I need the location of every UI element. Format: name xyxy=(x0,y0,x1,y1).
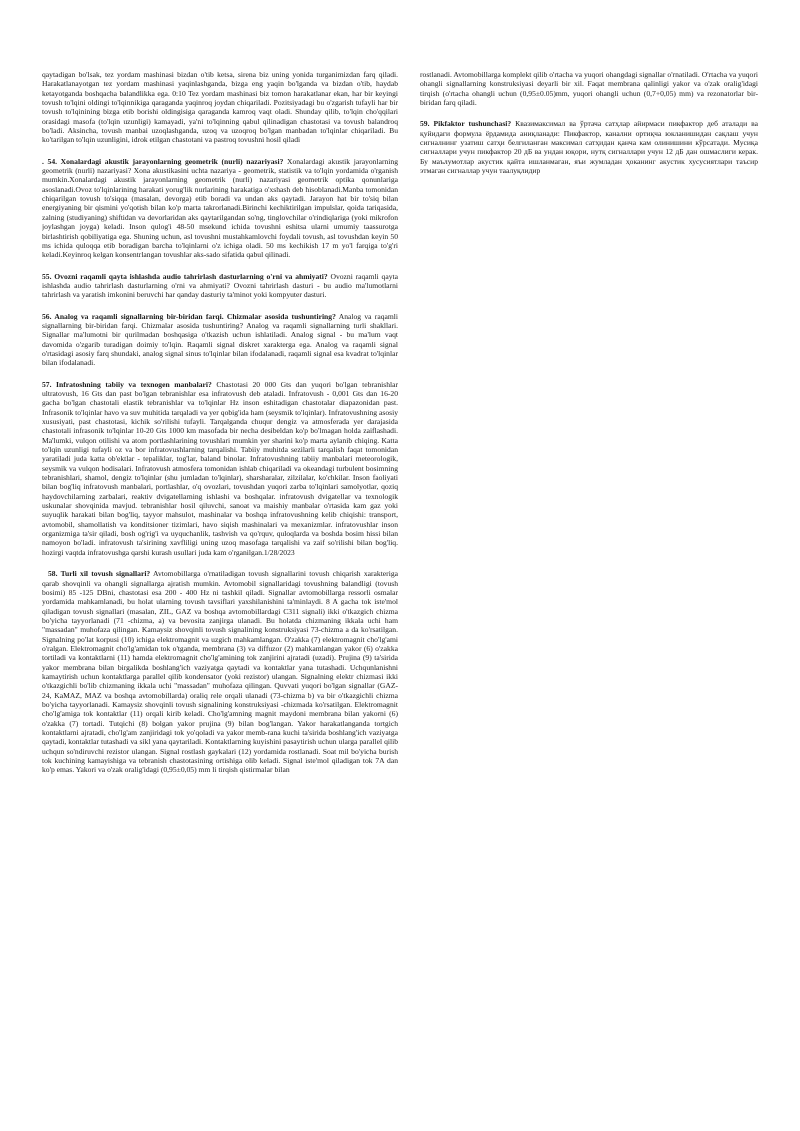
section-55-title: 55. Ovozni raqamli qayta ishlashda audio tahrirlash dasturlarning o'rni va ahmiyati? xyxy=(42,271,328,281)
right-column xyxy=(420,70,758,1101)
section-59-title: 59. Pikfaktor tushunchasi? xyxy=(420,119,512,129)
section-54-body: Xonalardagi akustik jarayonlarning geometrik (nurli) nazariyasi? Xona akustikasini uchta nazariya - geometrik, statistik va to'lqin yordamida o'rganish mumkin.Xonalardagi akustik jarayonlarning geometrik (nurli) nazariyasi geometrik optika qonunlariga asoslanadi.Ovoz to'lqinlarining harakati yorug'lik nurlarining harakatiga o'xshash deb hisoblanadi.Manba tomonidan chiqarilgan tovush to'siqqa (masalan, devorga) etib boradi va undan aks qaytadi. Jarayon hat bir to'siq bilan energiyaning bir qismini yo'qotish bilan ko'p marta takrorlanadi.Birinchi kechiktirilgan impulslar, qoida tariqasida, zalning (studiyaning) shiftidan va devorlaridan aks qaytarilgandan so'ng, tinglovchilar o'rindiqlariga (yoki mikrofon joylashgan joyga) keladi. Inson qulog'i 48-50 msekund ichida tovushni eshitsa ularni umumiy taassurotga birlashtirish qobiliyatiga ega. Shuning uchun, asl tovushni mustahkamlovchi foydali tovush, asl tovushdan keyin 50 ms ichida quloqqa etib boradigan barcha to'lqinlarni o'z ichiga oladi. 50 ms kechikish 17 m yo'l farqiga to'g'ri keladi.Keyinroq kelgan konsentrlangan tovushlar aks-sado sifatida qabul qilinadi. xyxy=(42,156,398,260)
section-57-body: Chastotasi 20 000 Gts dan yuqori bo'lgan tebranishlar ultratovush, 16 Gts dan past bo'lgan tebranishlar esa infratovush deb ataladi. Infratovush - 0,001 Gts dan 16-20 gacha bo'lgan chastotali elastik tebranishlar va to'lqinlar Hz inson eshitadigan chastotalar diapazonidan past. Infrasonik to'lqinlar havo va suv muhitida tarqaladi va yer qobig'ida ham (seysmik to'lqinlar). Infratovushning asosiy xususiyati, past chastotasi, kichik so'rilishi tufayli. Tarqalganda chuqur dengiz va atmosferada yer darajasida chastotali infrasonik to'lqinlar 10-20 Gts 1000 km masofada bir necha desibeldan ko'p bo'lmagan holda zaiflashadi. Ma'lumki, vulqon otilishi va atom portlashlarining tovushlari mumkin yer sharini ko'p marta aylanib chiqing. Katta to'lqin uzunligi tufayli oz va bor infratovushlarning tarqalishi. Tabiiy muhitda sezilarli tarqalish faqat tomonidan yaratiladi juda katta ob'ektlar - tepaliklar, tog'lar, baland binolar. Infratovushning tabiiy manbalari meteorologik, seysmik va vulqon hodisalari. Infratovush atmosfera tomonidan ishlab chiqariladi va okeandagi turbulent bosimning tebranishlari, shamol, dengiz to'lqinlar (shu jumladan to'lqinlar), sharsharalar, zilzilalar, ko'chkilar. Inson faoliyati bilan bog'liq infratovush manbalari, portlashlar, o'q ovozlari, tovushdan yuqori zarba to'lqinlari samolyotlar, qoziq haydovchilarning zarbalari, reaktiv dvigatellarning ishlashi va boshqalar. infratovush dvigatellar va texnologik uskunalar shovqinida mavjud. tebranishlar hosil qiluvchi, sanoat va maishiy manbalar o'rtasida kam gaz yoki suyuqlik harakati bilan bog'liq, tayyor mahsulot, mashinalar va boshqa infratovushning kelib chiqishi: transport, avtomobil, shamollatish va konditsioner tizimlari, havo siqish mashinalari va mexanizmlar. infratovushlar inson organizmiga ta'sir qiladi, bosh og'rig'i va uyquchanlik, tashvish va qo'rquv, quloqlarda va boshda bosim hissi bilan namoyon bo'ladi. infratovush ta'sirining xavfliligi uning uzoq masofaga tarqalishi va zaif so'rilishi bilan bog'liq. hozirgi vaqtda infratovushga qarshi kurash usullari juda kam o'rganilgan.1/28/2023 xyxy=(42,379,398,557)
section-59 xyxy=(420,119,758,175)
section-54-title: . 54. Xonalardagi akustik jarayonlarning geometrik (nurli) nazariyasi? xyxy=(42,156,284,166)
section-58 xyxy=(42,569,398,775)
left-column xyxy=(42,70,398,1101)
section-57 xyxy=(42,380,398,558)
section-58-title: 58. Turli xil tovush signallari? xyxy=(48,569,151,579)
section-58-body: Avtomobillarga o'rnatiladigan tovush signallarini tovush chiqarish xarakteriga qarab shovqinli va ohangli signallarga ajratish mumkin. Avtomobil signallaridagi tovushning balandligi (tovush bosimi) 85 -125 DBni, chastotasi esa 200 - 400 Hz ni tashkil qiladi. Signallar avtomobillarga ressorli osmalar yordamida mahkamlanadi, bu holat ularning tovush tavsiflari yaxshilanishini ta'minlaydi. 8 A gacha tok iste'mol qiladigan tovush signallari (masalan, ZIL, GAZ va boshqa avtomobillardagi C311 signali) ikki o'tkazgich chizma bo'yicha tayyorlanadi (71 -chizma, a) va bevosita zanjirga ulanadi. Bu holatda chizmaning ikkala uchi ham "massadan" muhofaza qilingan. Kamaysiz shovqinli tovush signalining konstruksiyasi 73-chizma a da ko'rsatilgan. Signalning po'lat korpusi (10) ichiga elektromagnit va uzgich mahkamlangan. O'zakka (7) elektromagnit cho'lg'ami o'ralgan. Elektromagnit cho'lg'amidan tok o'tganda, membrana (3) va diffuzor (2) mahkamlangan yakor (6) o'zakka tortiladi va kontaktlarni (11) hamda elektromagnit cho'lg'amining tok zanjirini ajratadi (uzadi). Prujina (9) ta'sirida yakor membrana bilan birgalikda boshlang'ich vaziyatga qaytadi va kontaktlar yana tutashadi. Uchqunlanishni kamaytirish uchun kontaktlarga parallel qilib kondensator (yoki rezistor) ulangan. Signalning elektr chizmasi ikki o'tkazgichli bo'lib chizmaning ikkala uchi "massadan" muhofaza qilingan. Quvvati yuqori bo'lgan signallar (GAZ-24, KaMAZ, MAZ va boshqa avtomobillarda) oraliq rele orqali ulanadi (73-chizma b) va bir o'tkazgichli chizma bo'yicha tayyorlanadi. Kamaysiz shovqinli tovush signalining konstruksiyasi -chizmada ko'rsatilgan. Elektromagnit cho'lg'amiga tok kontaktlar (11) orqali kirib keladi. Cho'lg'amning magnit maydoni membrana bilan yakorni (6) o'zakka (7) tortadi. Tutqichi (8) bolgan yakor prujina (9) bilan bog'langan. Yakor harakatlanganda tortgich kontaktlarni ajratadi, cho'lg'am zanjiridagi tok yo'qoladi va yakor memb-rana kuchi ta'sirida boshlang'ich vaziyatga qaytadi, kontaktlar tutashadi va sikl yana qaytariladi. Kontaktlarning kuyishini pasaytirish uchun ularga parallel qilib uchqun so'ndiruvchi rezistor ulangan. Signal rostlash gaykalari (12) yordamida rostlanadi. Soat mil bo'yicha burish tok kuchining kamayishiga va tebranish chastotasining ortishiga olib keladi. Signal iste'mol qiladigan tok 7A dan ko'p emas. Yakori va o'zak oralig'idagi (0,95±0,05) mm li tirqish qistirmalar bilan xyxy=(42,569,398,775)
section-59-body: Квазимаксимал ва ўртача сатҳлар айирмаси пикфактор деб аталади ва қуйидаги формула ёрдамида аниқланади: Пикфактор, канални ортиқча юкланишидан сақлаш учун сигналнинг узатиш сатҳи белгиланган максимал сатҳидан қанча кам олинишини кўрсатади. Мусиқа сигналлари учун пикфактор 20 дБ ва ундан юқори, нутқ сигналлари учун 12 дБ дан ошмаслиги керак. Бу маълумотлар акустик қайта ишланмаган, яъи жумладан ҳоканинг акустик хусусиятлари таъсир этмаган сигналлар учун таалуқлидир xyxy=(420,119,758,176)
section-55 xyxy=(42,272,398,300)
section-55-body: Ovozni raqamli qayta ishlashda audio tahrirlash dasturlarning o'rni va ahmiyati? Ovozni tahrirlash dasturi - bu audio ma'lumotlarni tahrirlash va yaratish imkonini beruvchi har qanday dasturiy ta'minot yoki kompyuter dasturi. xyxy=(42,271,398,300)
section-57-title: 57. Infratoshning tabiiy va texnogen manbalari? xyxy=(42,379,212,389)
section-54 xyxy=(42,157,398,260)
section-56-body: Analog va raqamli signallarning bir-biridan farqi. Chizmalar asosida tushuntiring? Analog va raqamli signallarning turli shakllari. Signallar ma'lumotni bir qurilmadan boshqasiga o'tkazish uchun ishlatiladi. Analog signal - bu ma'lum vaqt davomida o'zgarib turadigan doimiy to'lqin. Raqamli signal diskret xarakterga ega. Analog va raqamli signal o'rtasidagi asosiy farq shundaki, analog signal sinus to'lqinlar bilan ifodalanadi, raqamli signal esa kvadrat to'lqinlar bilan ifodalanadi. xyxy=(42,311,398,368)
continuation-paragraph: rostlanadi. Avtomobillarga komplekt qilib o'rtacha va yuqori ohangdagi signallar o'rnatiladi. O'rtacha va yuqori ohangli signallarning konstruksiyasi deyarli bir xil. Faqat membrana qalinligi yakor va o'zak oralig'idagi tirqish (o'rtacha ohangli uchun (0,95±0.05)mm, yuqori ohangli uchun (0,7+0,05) mm) va rezonatorlar bir-biridan farq qiladi. xyxy=(420,70,758,108)
intro-paragraph: qaytadigan bo'lsak, tez yordam mashinasi bizdan o'tib ketsa, sirena biz uning yonida turganimizdan farq qiladi. Harakatlanayotgan tez yordam mashinasi yaqinlashganda, bizga eng yaqin bo'lganda va bizdan o'tib, haydab ketayotganda boshqacha balandlikka ega. 0:10 Tez yordam mashinasi biz tomon harakatlanar ekan, har bir keyingi tovush to'lqini oldingi to'lqinnikiga qaraganda yaqinroq joydan chiqariladi. Pozitsiyadagi bu o'zgarish tufayli har bir tovush to'lqinining bizga etib borishi oldingisiga qaraganda kamroq vaqt oladi. Shunday qilib, to'lqin cho'qqilari orasidagi masofa (to'lqin uzunligi) kamayadi, ya'ni to'lqinning qabul qilinadigan chastotasi va tovush balandroq bo'ladi. Aksincha, tovush manbai uzoqlashganda, uzoq va uzoqroq bo'lgan manbadan to'lqinlar chiqariladi. Bu ko'tarilgan to'lqin uzunligini, idrok etilgan chastotani va pastroq tovushni hosil qiladi xyxy=(42,70,398,145)
section-56-title: 56. Analog va raqamli signallarning bir-biridan farqi. Chizmalar asosida tushuntiring? xyxy=(42,311,336,321)
section-56 xyxy=(42,312,398,368)
